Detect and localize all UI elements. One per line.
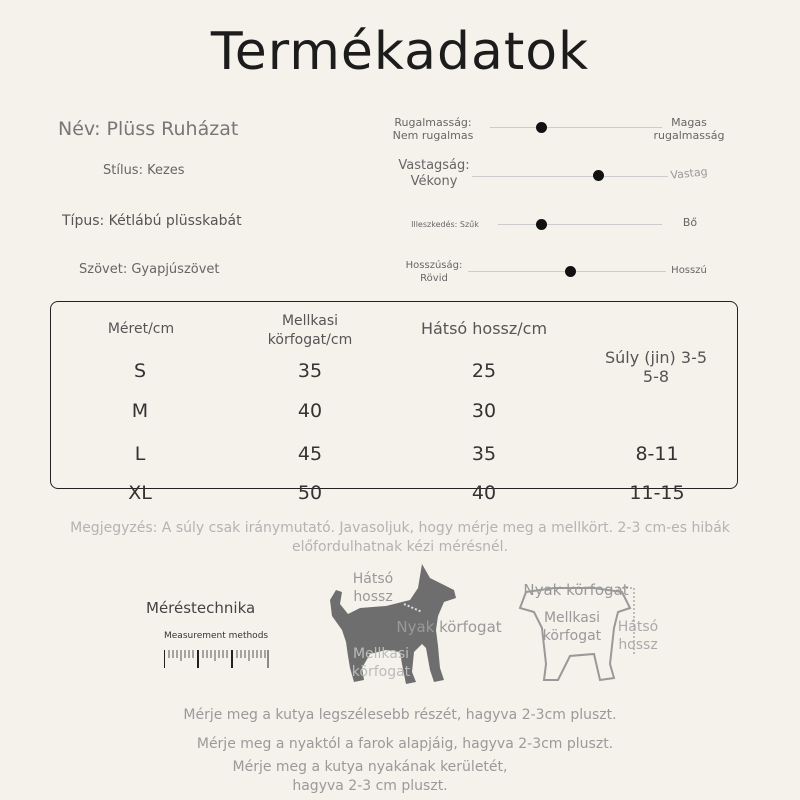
weight-note: Megjegyzés: A súly csak iránymutató. Javasoljuk, hogy mérje meg a mellkört. 2-3 cm-es hibák előfordulhatnak kézi mérésnél. [70, 520, 730, 555]
instruction-chest: Mérje meg a kutya legszélesebb részét, hagyva 2-3cm pluszt. [183, 707, 617, 723]
ruler-icon [164, 647, 272, 669]
table-cell-back: 30 [471, 400, 497, 422]
garment-neck-label: Nyak körfogat [523, 581, 629, 599]
table-cell-chest: 40 [297, 400, 323, 422]
table-cell-chest: 50 [297, 482, 323, 504]
length-scale-marker [565, 266, 576, 277]
table-header-size: Méret/cm [107, 321, 175, 337]
table-cell-size: M [131, 400, 149, 422]
dog-back-length-label: Hátsó hossz [352, 571, 394, 605]
fit-scale-track [498, 224, 662, 225]
table-cell-back: 40 [471, 482, 497, 504]
product-name: Név: Plüss Ruházat [58, 118, 239, 140]
garment-chest-label: Mellkasi körfogat [542, 610, 602, 644]
elasticity-scale-track [490, 127, 662, 128]
table-header-chest: Mellkasi körfogat/cm [267, 313, 353, 348]
instruction-back: Mérje meg a nyaktól a farok alapjáig, hagyva 2-3cm pluszt. [196, 736, 614, 752]
table-cell-size: S [133, 360, 147, 382]
table-cell-back: 25 [471, 360, 497, 382]
garment-back-length-label: Hátsó hossz [617, 619, 659, 653]
thickness-scale-marker [593, 170, 604, 181]
thickness-scale-track [472, 176, 668, 177]
table-cell-size: XL [128, 482, 152, 504]
product-style: Stílus: Kezes [103, 163, 185, 178]
table-cell-weight: 8-11 [635, 443, 679, 465]
length-left-label: Hosszúság: Rövid [405, 260, 463, 284]
page-title: Termékadatok [210, 22, 590, 82]
length-right-label: Hosszú [671, 265, 707, 276]
table-cell-back: 35 [471, 443, 497, 465]
table-cell-chest: 35 [297, 360, 323, 382]
fit-scale-marker [536, 219, 547, 230]
thickness-right-label: Vastag [669, 165, 709, 182]
dog-neck-label: Nyak körfogat [396, 618, 502, 636]
elasticity-left-label: Rugalmasság: Nem rugalmas [392, 116, 474, 142]
instruction-neck: Mérje meg a kutya nyakának kerületét, hagyva 2-3 cm pluszt. [232, 759, 508, 794]
elasticity-right-label: Magas rugalmasság [653, 116, 725, 142]
fit-left-label: Illeszkedés: Szűk [411, 220, 479, 229]
dog-chest-label: Mellkasi körfogat [351, 646, 411, 680]
technique-subtitle: Measurement methods [164, 631, 269, 641]
elasticity-scale-marker [536, 122, 547, 133]
technique-title: Méréstechnika [146, 599, 256, 617]
table-cell-chest: 45 [297, 443, 323, 465]
product-fabric: Szövet: Gyapjúszövet [79, 262, 220, 277]
product-type: Típus: Kétlábú plüsskabát [62, 213, 242, 229]
table-header-weight: Súly (jin) 3-5 5-8 [604, 348, 708, 386]
table-header-back: Hátsó hossz/cm [420, 319, 548, 338]
table-cell-size: L [134, 443, 146, 465]
table-cell-weight: 11-15 [629, 482, 685, 504]
thickness-left-label: Vastagság: Vékony [398, 158, 470, 189]
fit-right-label: Bő [682, 216, 698, 229]
